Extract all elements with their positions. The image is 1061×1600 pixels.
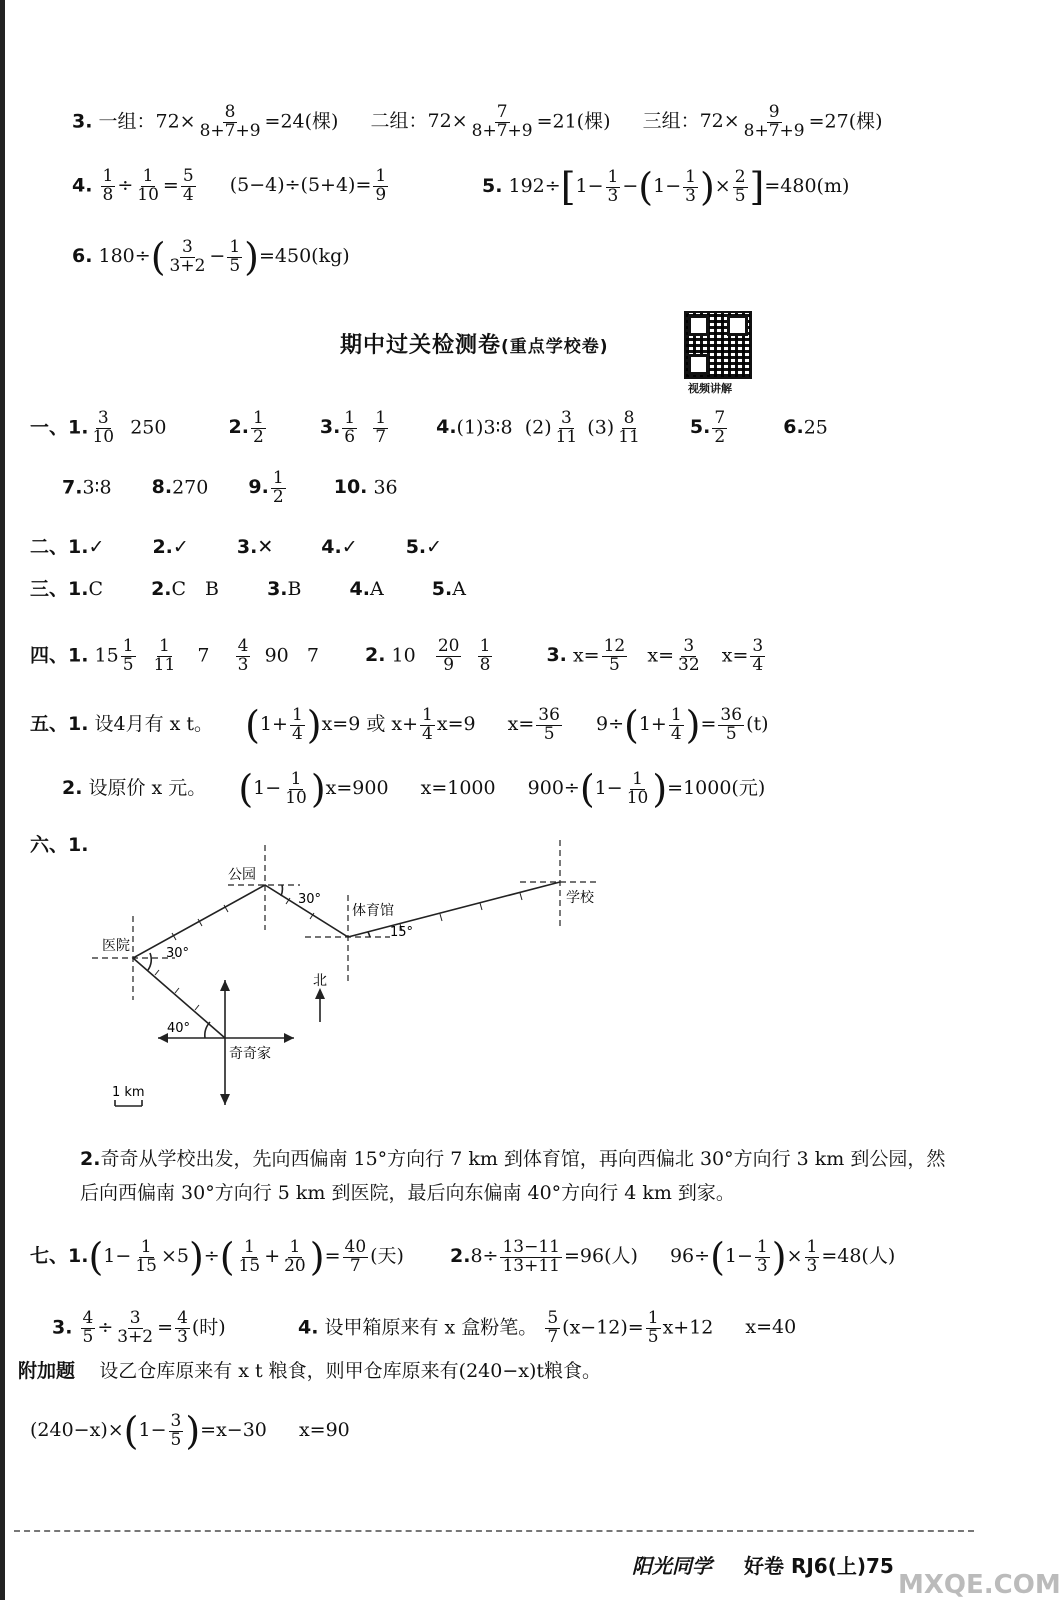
- bonus-equation: (240−x)×(1− $\frac{3}{5}$ )=x−30 x=90: [30, 1409, 350, 1453]
- label-north: 北: [313, 973, 327, 989]
- bonus-question: 附加题 设乙仓库原来有 x t 粮食，则甲仓库原来有(240−x)t粮食。: [18, 1360, 602, 1382]
- answer-q6: 6. 180÷( $\frac{3}{3+2}$ − $\frac{1}{5}$ )=450(kg): [72, 235, 350, 279]
- section-6-q2: 2.奇奇从学校出发，先向西偏南 15°方向行 7 km 到体育馆，再向西偏北 30°方向行 3 km 到公园，然后向西偏南 30°方向行 5 km 到医院，最后向东偏南 40°方向行 4 km 到家。: [80, 1148, 946, 1204]
- qr-caption: 视频讲解: [688, 382, 732, 395]
- label-school: 学校: [566, 890, 594, 906]
- section-4: 四、1. 15 $\frac{1}{5}$ $\frac{1}{11}$ 7 $\frac{4}{3}$ 90 7 2. 10 $\frac{20}{9}$ $\frac{1}{8}$ 3. x= $\frac{12}{5}$ x= $\frac{3}{32}$ x= $\frac{3}{4}$: [30, 636, 764, 675]
- answer-q4: 4. $\frac{1}{8}$ ÷ $\frac{1}{10}$ = $\frac{5}{4}$ (5−4)÷(5+4)= $\frac{1}{9}$: [72, 166, 387, 205]
- label-gym: 体育馆: [352, 903, 394, 919]
- angle-30-hospital: 30°: [166, 946, 190, 961]
- page-code: 好卷 RJ6(上)75: [744, 1554, 894, 1578]
- answer-q5: 5. 192÷[1− $\frac{1}{3}$ −(1− $\frac{1}{3}$ )× $\frac{2}{5}$ ]=480(m): [482, 165, 850, 209]
- section-3: 三、1.C 2.C B 3.B 4.A 5.A: [30, 578, 466, 600]
- section-7-q4: 4. 设甲箱原来有 x 盒粉笔。 $\frac{5}{7}$ (x−12)= $\frac{1}{5}$ x+12 x=40: [298, 1308, 797, 1347]
- section-1-row-2: 7.3∶8 8.270 9. $\frac{1}{2}$ 10. 36: [62, 468, 398, 507]
- angle-15-gym: 15°: [390, 925, 414, 940]
- label-park: 公园: [228, 867, 256, 883]
- angle-40-home: 40°: [167, 1021, 191, 1036]
- brand-logo: 阳光同学: [632, 1554, 712, 1578]
- section-6-label: 六、1.: [30, 834, 89, 856]
- section-7-q1: 七、1.(1− $\frac{1}{15}$ ×5)÷( $\frac{1}{15}$ + $\frac{1}{20}$ )= $\frac{40}{7}$ (天): [30, 1235, 404, 1279]
- scale-label: 1 km: [112, 1085, 145, 1100]
- section-title: 期中过关检测卷(重点学校卷): [340, 333, 609, 358]
- label-hospital: 医院: [102, 938, 130, 954]
- section-5-q2: 2. 设原价 x 元。 (1− $\frac{1}{10}$ )x=900 x=1000 900÷(1− $\frac{1}{10}$ )=1000(元): [62, 767, 766, 811]
- section-5-q1: 五、1. 设4月有 x t。 (1+ $\frac{1}{4}$ )x=9 或 x+ $\frac{1}{4}$ x=9 x= $\frac{36}{5}$ 9÷(1+ $\frac{1}{4}$ )= $\frac{36}{5}$ (t): [30, 703, 769, 747]
- watermark: MXQE.COM: [898, 1570, 1061, 1600]
- answer-q3: 3. 一组：72× $\frac{8}{8+7+9}$ =24(棵) 二组：72× $\frac{7}{8+7+9}$ =21(棵) 三组：72× $\frac{9}{8+7+9}$ =27(棵): [72, 102, 883, 141]
- footer-divider: [14, 1530, 974, 1532]
- section-2: 二、1.✓ 2.✓ 3.✕ 4.✓ 5.✓: [30, 536, 443, 558]
- section-7-q3: 3. $\frac{4}{5}$ ÷ $\frac{3}{3+2}$ = $\frac{4}{3}$ (时): [52, 1308, 226, 1347]
- section-1-row-1: 一、1. $\frac{3}{10}$ 250 2. $\frac{1}{2}$ 3. $\frac{1}{6}$ $\frac{1}{7}$ 4.(1)3∶8 (2) $\frac{3}{11}$ (3) $\frac{8}{11}$ 5. $\frac{7}{2}$ 6.25: [30, 408, 828, 447]
- section-7-q2: 2.8÷ $\frac{13-11}{13+11}$ =96(人) 96÷(1− $\frac{1}{3}$ )× $\frac{1}{3}$ =48(人): [450, 1235, 896, 1279]
- angle-30-park: 30°: [298, 892, 322, 907]
- label-home: 奇奇家: [229, 1046, 271, 1062]
